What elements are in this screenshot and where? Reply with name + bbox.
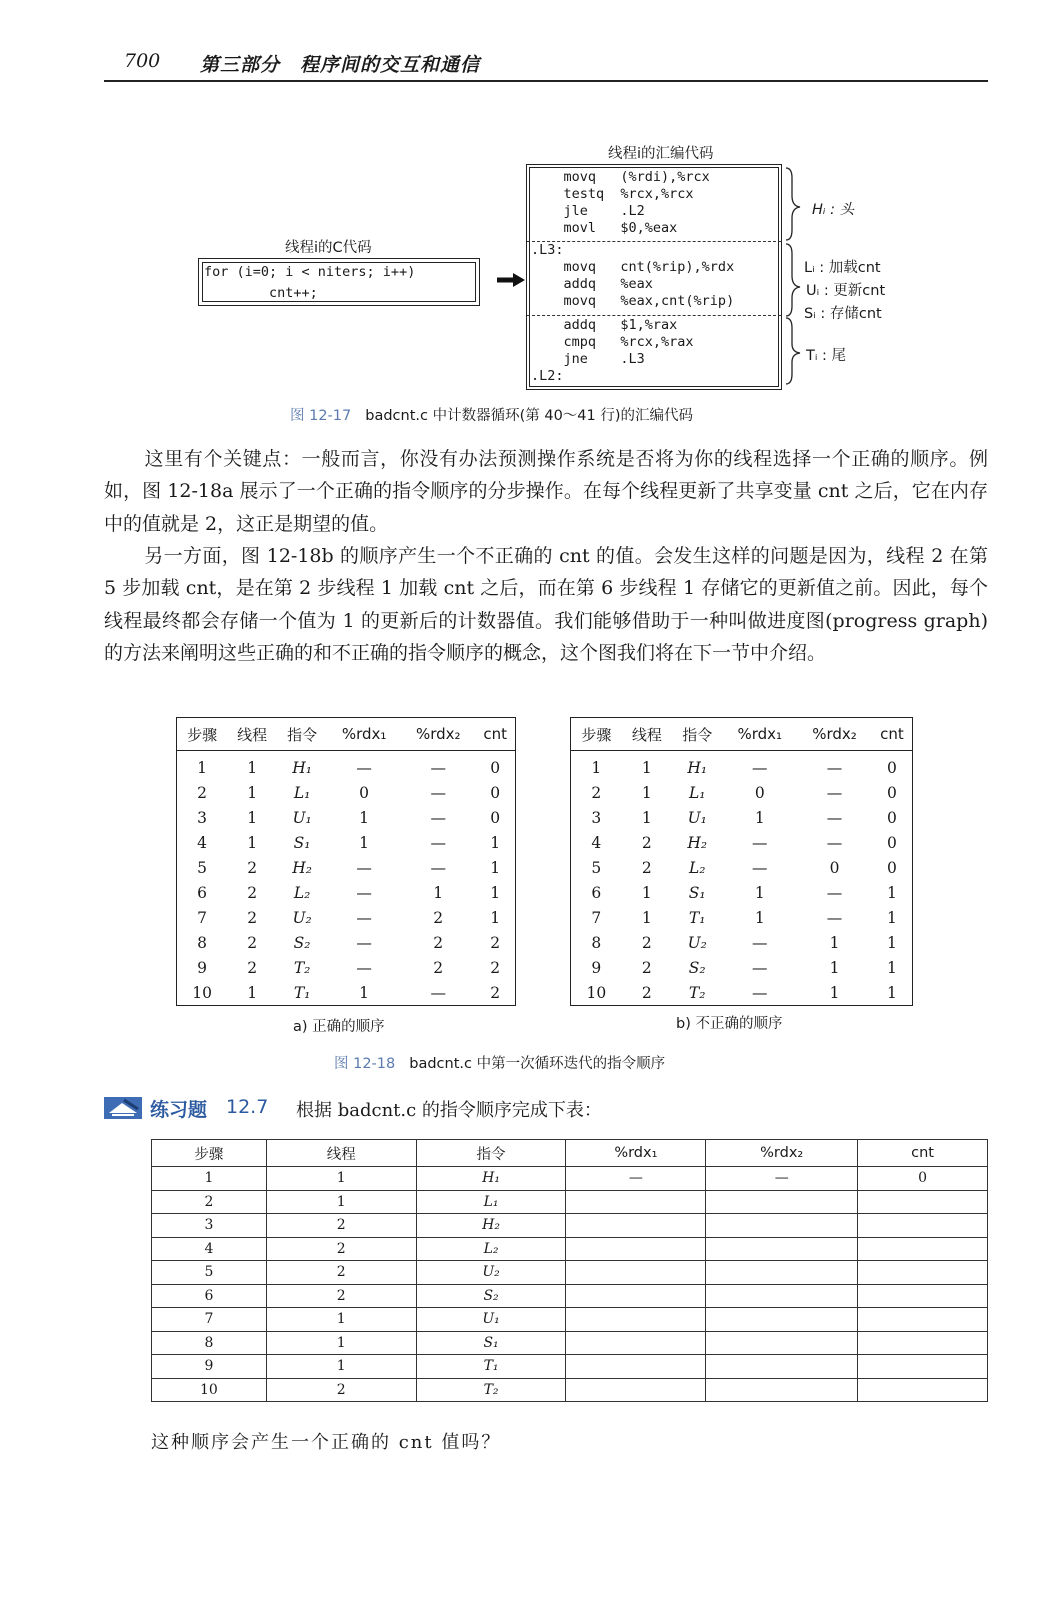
table-cell: 9 (197, 958, 208, 977)
table-cell: 1 (247, 983, 258, 1002)
table-cell: 2 (641, 933, 652, 952)
table-cell: 1 (490, 908, 501, 927)
table-cell[interactable] (706, 1331, 858, 1355)
table-row (177, 905, 516, 930)
asm-label-l3: .L3: (531, 242, 564, 258)
table-cell: S₁ (416, 1331, 566, 1355)
table-cell: 5 (152, 1261, 267, 1285)
table-cell[interactable] (858, 1331, 988, 1355)
table-cell[interactable] (858, 1308, 988, 1332)
table-cell: 8 (152, 1331, 267, 1355)
table-row (152, 1190, 988, 1214)
table-cell: 1 (152, 1167, 267, 1191)
table-cell: — (826, 808, 843, 827)
column-header: %rdx₁ (566, 1140, 706, 1167)
table-cell: H₂ (292, 858, 312, 877)
column-header: 线程 (227, 718, 277, 751)
table-cell: — (826, 833, 843, 852)
table-cell: 10 (586, 983, 607, 1002)
table-cell: S₂ (293, 933, 311, 952)
column-header: 步骤 (177, 718, 228, 751)
table-cell: — (826, 758, 843, 777)
table-cell: L₁ (688, 783, 706, 802)
figure-18-text: badcnt.c 中第一次循环迭代的指令顺序 (409, 1056, 666, 1072)
table-row (571, 780, 913, 805)
exercise-prompt: 根据 badcnt.c 的指令顺序完成下表： (296, 1100, 602, 1121)
table-row (177, 955, 516, 980)
column-header: %rdx₁ (722, 718, 797, 751)
table-cell: — (752, 758, 768, 777)
table-cell: 1 (359, 833, 370, 852)
table-cell: 1 (641, 808, 652, 827)
table-cell: T₁ (688, 908, 706, 927)
table-cell: 0 (887, 833, 897, 852)
column-header: 步骤 (152, 1140, 267, 1167)
table-cell: 0 (887, 783, 897, 802)
table-cell: 2 (247, 858, 258, 877)
table-cell: 1 (247, 758, 258, 777)
table-cell: 9 (152, 1355, 267, 1379)
table-cell: T₁ (293, 983, 311, 1002)
table-cell: — (752, 983, 768, 1002)
table-cell: 6 (197, 883, 208, 902)
asm-line: movq (%rdi),%rcx (531, 169, 710, 185)
table-cell: 10 (192, 983, 212, 1002)
table-cell[interactable] (706, 1214, 858, 1238)
table-cell[interactable] (566, 1237, 706, 1261)
table-cell: — (430, 758, 446, 777)
table-cell: L₁ (293, 783, 311, 802)
table-cell: 2 (266, 1284, 416, 1308)
table-cell: 2 (641, 833, 652, 852)
table-cell[interactable] (706, 1308, 858, 1332)
table-cell: 2 (433, 958, 444, 977)
table-cell: 5 (197, 858, 208, 877)
table-cell: 7 (197, 908, 208, 927)
table-cell: — (356, 933, 372, 952)
table-cell: 1 (591, 758, 602, 777)
column-header: %rdx₂ (706, 1140, 858, 1167)
table-cell: 6 (591, 883, 602, 902)
table-cell: 1 (887, 983, 897, 1002)
table-cell: 7 (591, 908, 602, 927)
table-cell[interactable] (858, 1261, 988, 1285)
column-header: %rdx₁ (327, 718, 401, 751)
table-cell: 2 (247, 883, 258, 902)
table-header-row (571, 718, 913, 751)
table-row (177, 980, 516, 1006)
asm-line: testq %rcx,%rcx (531, 186, 694, 202)
table-cell: 1 (887, 908, 897, 927)
table-cell: — (752, 833, 768, 852)
table-cell: U₂ (416, 1261, 566, 1285)
table-cell: 9 (591, 958, 602, 977)
table-row (571, 980, 913, 1006)
figure-18-caption (334, 1052, 665, 1073)
table-cell: 1 (829, 983, 840, 1002)
table-cell: T₂ (416, 1378, 566, 1402)
caption-b: b) 不正确的顺序 (676, 1016, 783, 1032)
table-cell: — (752, 933, 768, 952)
figure-17-caption (290, 404, 693, 425)
column-header: 步骤 (571, 718, 622, 751)
table-cell: 2 (266, 1237, 416, 1261)
table-cell[interactable] (566, 1308, 706, 1332)
table-cell: 1 (247, 808, 258, 827)
asm-line: jne .L3 (531, 351, 645, 367)
section-divider (527, 241, 781, 242)
table-row (152, 1308, 988, 1332)
table-row (571, 805, 913, 830)
table-cell: 1 (887, 958, 897, 977)
table-cell[interactable] (858, 1284, 988, 1308)
table-row (571, 751, 913, 781)
table-cell: 0 (490, 783, 501, 802)
table-cell: 2 (266, 1261, 416, 1285)
column-header: 指令 (672, 718, 722, 751)
table-cell: 2 (266, 1378, 416, 1402)
table-cell: H₁ (292, 758, 312, 777)
table-cell: 4 (591, 833, 602, 852)
table-cell: 1 (829, 933, 840, 952)
table-cell: — (706, 1167, 858, 1191)
table-cell: U₂ (292, 908, 312, 927)
pencil-book-icon (104, 1097, 142, 1119)
table-cell: — (826, 783, 843, 802)
table-cell: 0 (359, 783, 370, 802)
table-row (177, 805, 516, 830)
page-number: 700 (124, 50, 161, 72)
asm-code-caption: 线程i的汇编代码 (608, 146, 714, 162)
table-cell: 1 (359, 983, 370, 1002)
table-cell: 2 (433, 908, 444, 927)
table-cell: 2 (247, 933, 258, 952)
table-cell: 1 (641, 783, 652, 802)
table-cell: 1 (754, 908, 765, 927)
table-cell: L₁ (416, 1190, 566, 1214)
table-cell: 8 (197, 933, 208, 952)
table-cell: S₁ (293, 833, 311, 852)
table-row (152, 1214, 988, 1238)
table-cell: 0 (490, 758, 501, 777)
figure-18-number: 图 12-18 (334, 1056, 396, 1072)
table-header-row (152, 1140, 988, 1167)
table-cell: 2 (490, 933, 501, 952)
table-row (571, 880, 913, 905)
exercise-question: 这种顺序会产生一个正确的 cnt 值吗？ (151, 1432, 502, 1453)
c-code-caption: 线程i的C代码 (285, 240, 372, 256)
c-code-box (198, 258, 480, 306)
table-cell: 2 (641, 858, 652, 877)
table-cell: S₂ (688, 958, 706, 977)
table-cell: 6 (152, 1284, 267, 1308)
table-header-row (177, 718, 516, 751)
table-cell[interactable] (706, 1378, 858, 1402)
table-cell: 1 (887, 933, 897, 952)
table-cell: 2 (152, 1190, 267, 1214)
header-rule (104, 80, 988, 82)
label-load: Lᵢ : 加载cnt (804, 260, 881, 276)
exercise-label: 练习题 (150, 1099, 208, 1121)
table-row (152, 1261, 988, 1285)
table-cell[interactable] (566, 1355, 706, 1379)
table-cell[interactable] (566, 1190, 706, 1214)
column-header: cnt (872, 718, 913, 751)
table-cell[interactable] (566, 1331, 706, 1355)
table-cell[interactable] (858, 1214, 988, 1238)
table-cell: — (752, 958, 768, 977)
table-cell: 4 (197, 833, 208, 852)
table-row (177, 930, 516, 955)
table-cell[interactable] (706, 1237, 858, 1261)
table-cell: S₁ (688, 883, 706, 902)
column-header: cnt (475, 718, 515, 751)
table-row (152, 1331, 988, 1355)
table-cell: L₂ (688, 858, 706, 877)
table-cell: 2 (197, 783, 208, 802)
table-row (177, 830, 516, 855)
asm-code-box (526, 164, 782, 390)
table-cell: 1 (829, 958, 840, 977)
exercise-number: 12.7 (226, 1096, 269, 1118)
table-cell: 4 (152, 1237, 267, 1261)
table-row (152, 1167, 988, 1191)
table-cell: — (566, 1167, 706, 1191)
paragraph-2-text: 另一方面，图 12-18b 的顺序产生一个不正确的 cnt 的值。会发生这样的问题是因为，线程 2 在第 5 步加载 cnt，是在第 2 步线程 1 加载 cnt 之后，而在第 6 步线程 1 存储它的更新值之前。因此，每个线程最终都会存储一个值为 1 的更新后的计数器值。我们能够借助于一种叫做进度图(progress graph)的方法来阐明这些正确的和不正确的指令顺序的概念，这个图我们将在下一节中介绍。 (104, 545, 988, 664)
table-cell: 1 (266, 1355, 416, 1379)
table-cell[interactable] (858, 1237, 988, 1261)
table-cell: U₂ (687, 933, 707, 952)
table-cell: — (356, 858, 372, 877)
table-cell: 0 (858, 1167, 988, 1191)
table-cell: 2 (247, 908, 258, 927)
table-row (152, 1378, 988, 1402)
table-row (177, 751, 516, 781)
asm-line: addq %eax (531, 276, 653, 292)
table-cell: — (430, 983, 446, 1002)
caption-a: a) 正确的顺序 (293, 1019, 385, 1035)
asm-line: movl $0,%eax (531, 220, 678, 236)
table-cell: U₁ (292, 808, 312, 827)
table-cell: 1 (754, 808, 765, 827)
running-header-title: 第三部分 程序间的交互和通信 (200, 54, 481, 76)
table-row (152, 1237, 988, 1261)
table-row (571, 955, 913, 980)
table-cell: 1 (197, 758, 208, 777)
paragraph-1-text: 这里有个关键点：一般而言，你没有办法预测操作系统是否将为你的线程选择一个正确的顺序。例如，图 12-18a 展示了一个正确的指令顺序的分步操作。在每个线程更新了共享变量 cnt 之后，它在内存中的值就是 2，这正是期望的值。 (104, 448, 988, 535)
table-cell: 1 (247, 833, 258, 852)
column-header: %rdx₂ (797, 718, 872, 751)
paragraph-1 (104, 443, 988, 540)
table-cell: 2 (641, 983, 652, 1002)
table-cell[interactable] (706, 1284, 858, 1308)
table-row (571, 855, 913, 880)
label-tail: Tᵢ : 尾 (806, 348, 847, 364)
table-cell: T₂ (293, 958, 311, 977)
table-cell: 8 (591, 933, 602, 952)
table-cell: — (826, 883, 843, 902)
table-cell: 3 (197, 808, 208, 827)
c-code-line-2: cnt++; (204, 285, 318, 301)
table-cell: S₂ (416, 1284, 566, 1308)
table-cell[interactable] (706, 1355, 858, 1379)
table-cell: 2 (266, 1214, 416, 1238)
label-store: Sᵢ : 存储cnt (804, 306, 882, 322)
table-cell: H₂ (687, 833, 708, 852)
c-code-line-1: for (i=0; i < niters; i++) (204, 264, 416, 280)
column-header: 指令 (416, 1140, 566, 1167)
table-cell: 2 (641, 958, 652, 977)
table-cell: 2 (433, 933, 444, 952)
figure-17-number: 图 12-17 (290, 408, 352, 424)
table-cell: 3 (591, 808, 602, 827)
asm-line: cmpq %rcx,%rax (531, 334, 694, 350)
table-row (571, 905, 913, 930)
table-cell: H₂ (416, 1214, 566, 1238)
table-cell: 1 (490, 833, 501, 852)
table-cell: 1 (266, 1331, 416, 1355)
table-cell: 5 (591, 858, 602, 877)
table-cell: 10 (152, 1378, 267, 1402)
table-cell: H₁ (416, 1167, 566, 1191)
table-cell: 0 (887, 758, 897, 777)
table-cell: 1 (887, 883, 897, 902)
section-divider (527, 315, 781, 316)
table-cell: — (430, 808, 446, 827)
table-cell: 1 (490, 883, 501, 902)
label-head: Hᵢ : 头 (812, 202, 855, 218)
table-cell[interactable] (566, 1261, 706, 1285)
table-cell: 1 (490, 858, 501, 877)
table-cell: — (430, 858, 446, 877)
table-row (571, 930, 913, 955)
table-row (177, 780, 516, 805)
table-cell: 0 (490, 808, 501, 827)
right-arrow-icon (497, 273, 525, 287)
column-header: %rdx₂ (401, 718, 475, 751)
table-cell: 2 (490, 983, 501, 1002)
asm-line: movq cnt(%rip),%rdx (531, 259, 735, 275)
column-header: cnt (858, 1140, 988, 1167)
table-row (177, 855, 516, 880)
asm-label-l2: .L2: (531, 368, 564, 384)
table-row (571, 830, 913, 855)
table-cell: L₂ (416, 1237, 566, 1261)
table-cell: 0 (754, 783, 765, 802)
table-cell: 1 (641, 758, 652, 777)
table-cell: 2 (490, 958, 501, 977)
table-cell: 2 (591, 783, 602, 802)
asm-line: movq %eax,cnt(%rip) (531, 293, 735, 309)
brace-icon (784, 166, 806, 386)
column-header: 线程 (266, 1140, 416, 1167)
table-cell: U₁ (416, 1308, 566, 1332)
table-cell: — (356, 958, 372, 977)
table-cell[interactable] (706, 1190, 858, 1214)
table-cell[interactable] (566, 1284, 706, 1308)
table-cell: H₁ (687, 758, 708, 777)
table-cell: — (752, 858, 768, 877)
figure-17-text: badcnt.c 中计数器循环(第 40～41 行)的汇编代码 (365, 408, 694, 424)
asm-line: addq $1,%rax (531, 317, 678, 333)
table-cell: 1 (266, 1167, 416, 1191)
table-cell: 1 (359, 808, 370, 827)
table-cell: 0 (887, 808, 897, 827)
table-cell: — (356, 758, 372, 777)
table-cell: 1 (754, 883, 765, 902)
table-cell: 0 (829, 858, 840, 877)
table-cell: — (356, 883, 372, 902)
table-row (177, 880, 516, 905)
table-cell: 1 (247, 783, 258, 802)
exercise-table (151, 1139, 988, 1402)
table-cell: 3 (152, 1214, 267, 1238)
table-cell: 1 (641, 908, 652, 927)
paragraph-2 (104, 540, 988, 669)
table-cell[interactable] (858, 1190, 988, 1214)
table-cell[interactable] (566, 1214, 706, 1238)
table-cell: 2 (247, 958, 258, 977)
table-cell[interactable] (566, 1378, 706, 1402)
table-correct-order (176, 717, 516, 1006)
table-row (152, 1284, 988, 1308)
table-cell: 1 (266, 1308, 416, 1332)
table-cell[interactable] (858, 1378, 988, 1402)
table-cell: T₁ (416, 1355, 566, 1379)
table-cell: U₁ (687, 808, 707, 827)
asm-line: jle .L2 (531, 203, 645, 219)
table-cell: — (430, 783, 446, 802)
table-incorrect-order (570, 717, 913, 1006)
column-header: 线程 (622, 718, 672, 751)
table-cell: L₂ (293, 883, 311, 902)
label-update: Uᵢ : 更新cnt (806, 283, 886, 299)
table-cell: 1 (433, 883, 444, 902)
table-cell: — (826, 908, 843, 927)
table-cell[interactable] (858, 1355, 988, 1379)
table-cell: T₂ (688, 983, 706, 1002)
table-cell: — (356, 908, 372, 927)
table-cell: 7 (152, 1308, 267, 1332)
table-row (152, 1355, 988, 1379)
table-cell: — (430, 833, 446, 852)
table-cell: 1 (641, 883, 652, 902)
table-cell: 0 (887, 858, 897, 877)
column-header: 指令 (277, 718, 327, 751)
table-cell: 1 (266, 1190, 416, 1214)
table-cell[interactable] (706, 1261, 858, 1285)
